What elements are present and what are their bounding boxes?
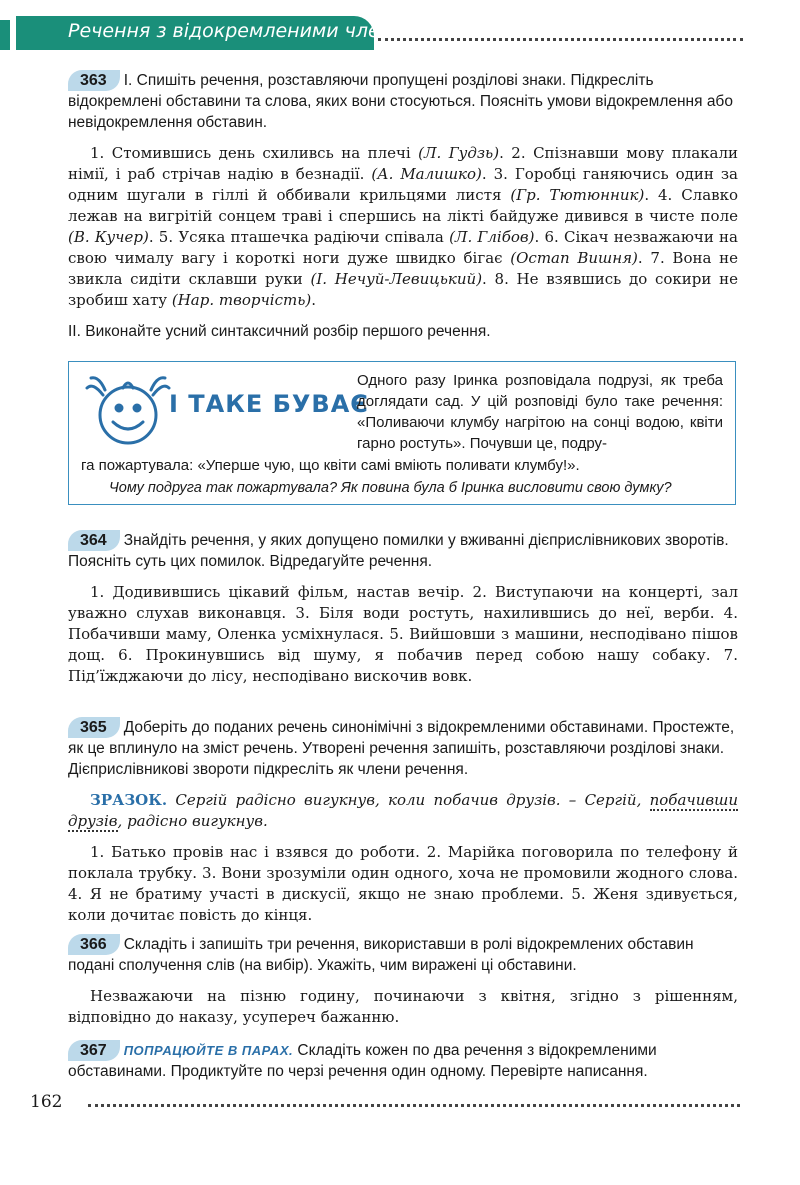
exercise-number-badge: 365 xyxy=(68,717,120,738)
exercise-number-badge: 363 xyxy=(68,70,120,91)
header-accent-bar xyxy=(0,20,10,50)
sample-text: . xyxy=(262,812,268,830)
exercise-366 xyxy=(68,934,738,1028)
info-box xyxy=(68,361,736,505)
exercise-363 xyxy=(68,70,738,342)
sample-text: Сергій радісно вигукнув, коли побачив друзів. – Сергій, xyxy=(167,791,650,809)
sentence: . 7. Вона не звикла сидіти склавши руки xyxy=(68,249,738,288)
instruction-text: Доберіть до поданих речень синонімічні з відокремленими обставинами. Простежте, як це вплинуло на зміст речень. Утворені речення запишіть, розставляючи розділові знаки. Дієприслівникові звороти підкресліть як члени речення. xyxy=(68,719,735,778)
sample-text: , xyxy=(117,812,128,830)
exercise-363-instruction xyxy=(68,70,738,133)
author: (Гр. Тютюнник) xyxy=(510,186,645,204)
box-story-text: Одного разу Іринка розповідала подрузі, як треба доглядати сад. У цій розповіді було таке речення: «Поливаючи клумбу нагрітою на сонці водою, квіти гарно ростуть». Почувши це, подру- xyxy=(357,372,723,452)
exercise-number-badge: 366 xyxy=(68,934,120,955)
box-story-text-continued: га пожартувала: «Уперше чую, що квіти самі вміють поливати клумбу!». xyxy=(81,457,580,474)
author: (І. Нечуй-Левицький) xyxy=(310,270,483,288)
author: (Нар. творчість) xyxy=(171,291,312,309)
box-question: Чому подруга так пожартувала? Як повина була б Іринка висловити свою думку? xyxy=(109,480,672,496)
sentence: 1. Стомившись день схиливсь на плечі xyxy=(90,144,419,162)
exercise-364-text xyxy=(68,582,738,687)
sample-label: ЗРАЗОК. xyxy=(90,791,168,809)
sample-underlined-circumstance: побачивши друзів xyxy=(68,791,738,830)
instruction-text: Складіть і запишіть три речення, використавши в ролі відокремлених обставин подані сполучення слів (на вибір). Укажіть, чим виражені ці обставини. xyxy=(68,936,694,974)
instruction-text: Знайдіть речення, у яких допущено помилки у вживанні дієприслівникових зворотів. Поясніть суть цих помилок. Відредагуйте речення. xyxy=(68,532,729,570)
exercise-number-badge: 367 xyxy=(68,1040,120,1061)
sentence: . 6. Сікач незважаючи на свою чималу вагу і короткі ноги дуже швидко бігає xyxy=(68,228,738,267)
author: (А. Малишко) xyxy=(371,165,482,183)
sample-text: радісно вигукнув xyxy=(127,812,263,830)
exercise-365-sample xyxy=(68,790,738,832)
sentence: . 3. Горобці ганяючись один за одним шугали в гіллі й оббивали крильцями листя xyxy=(68,165,738,204)
exercise-364 xyxy=(68,530,738,687)
footer-dotted-rule xyxy=(88,1104,740,1107)
pairs-work-label: ПОПРАЦЮЙТЕ В ПАРАХ. xyxy=(123,1043,294,1058)
exercise-366-text xyxy=(68,986,738,1028)
exercise-365-text xyxy=(68,842,738,926)
exercise-365 xyxy=(68,717,738,926)
exercise-363-text xyxy=(68,143,738,311)
exercise-363-task2: II. Виконайте усний синтаксичний розбір першого речення. xyxy=(68,323,491,340)
header-dotted-rule xyxy=(378,38,743,41)
sentence: . xyxy=(311,291,317,309)
page-number: 162 xyxy=(30,1092,63,1112)
exercise-number-badge: 364 xyxy=(68,530,120,551)
box-logo-text: І ТАКЕ БУВАЄ xyxy=(169,390,369,418)
exercise-364-instruction xyxy=(68,530,738,572)
author: (Л. Гудзь) xyxy=(418,144,500,162)
exercise-365-instruction xyxy=(68,717,738,780)
sentence: . 2. Спізнавши мову плакали німії, і раб стрічав надію в безнадії. xyxy=(68,144,739,183)
page-section-title: Речення з відокремленими членами xyxy=(68,20,431,42)
exercise-367 xyxy=(68,1040,738,1082)
exercise-text: 1. Додивившись цікавий фільм, настав вечір. 2. Виступаючи на концерті, зал уважно слухав виконавця. 3. Біля води ростуть, нахилившись до неї, верби. 4. Побачивши маму, Оленка усміхнулася. 5. Вийшовши з машини, несподівано пішов дощ. 6. Прокинувшись від шуму, я побачив перед собою нашу собаку. 7. Під’їжджаючи до лісу, несподівано вискочив вовк. xyxy=(68,583,738,685)
exercise-367-instruction xyxy=(68,1040,738,1082)
exercise-366-instruction xyxy=(68,934,738,976)
instruction-text: I. Спишіть речення, розставляючи пропущені розділові знаки. Підкресліть відокремлені обставини та слова, яких вони стосуються. Поясніть умови відокремлення або невідокремлення обставин. xyxy=(68,72,733,131)
exercise-text: 1. Батько провів нас і взявся до роботи. 2. Марійка поговорила по телефону й поклала трубку. 3. Вони зрозуміли один одного, хоча не промовили жодного слова. 4. Я не братиму участі в дискусії, якщо не знаю проблеми. 5. Женя здивується, коли дочитає повість до кінця. xyxy=(68,843,738,924)
sentence: . 4. Славко лежав на вигрітій сонцем траві і спершись на лікті байдуже дивився в чисте поле xyxy=(68,186,739,225)
author: (Л. Глібов) xyxy=(449,228,535,246)
author: (Остап Вишня) xyxy=(510,249,638,267)
instruction-text: Складіть кожен по два речення з відокремленими обставинами. Продиктуйте по черзі речення один одному. Перевірте написання. xyxy=(68,1042,657,1080)
sentence: . 8. Не взявшись до сокири не зробиш хату xyxy=(68,270,738,309)
sentence: . 5. Усяка пташечка радіючи співала xyxy=(148,228,450,246)
author: (В. Кучер) xyxy=(68,228,149,246)
exercise-text: Незважаючи на пізню годину, починаючи з квітня, згідно з рішенням, відповідно до наказу, усупереч бажанню. xyxy=(68,987,738,1026)
